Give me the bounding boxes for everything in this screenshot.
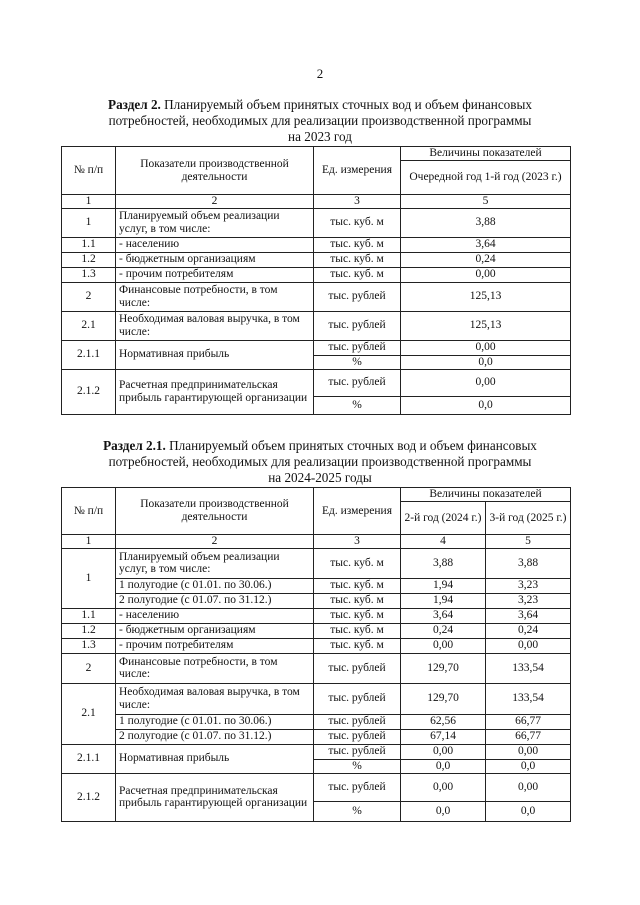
row-name: Расчетная предпринимательская прибыль гарантирующей организации [116, 773, 314, 821]
row-value-2024: 1,94 [401, 593, 486, 608]
row-unit: тыс. рублей [314, 683, 401, 714]
row-value-2024: 3,88 [401, 548, 486, 578]
row-name: 2 полугодие (с 01.07. по 31.12.) [116, 729, 314, 744]
row-unit: тыс. куб. м [314, 548, 401, 578]
row-num: 1.2 [62, 623, 116, 638]
header-unit: Ед. измерения [314, 147, 401, 195]
row-unit: % [314, 801, 401, 821]
row-unit: тыс. рублей [314, 311, 401, 340]
row-value: 125,13 [401, 282, 571, 311]
row-value-2025: 0,00 [486, 744, 571, 759]
section-2-1-heading-line3: на 2024-2025 годы [268, 470, 372, 485]
col-number: 5 [401, 195, 571, 209]
row-num: 2.1.1 [62, 744, 116, 773]
row-unit: тыс. рублей [314, 744, 401, 759]
row-value: 0,00 [401, 369, 571, 396]
col-number: 4 [401, 535, 486, 549]
row-value-2025: 3,23 [486, 578, 571, 593]
row-value-2025: 0,00 [486, 638, 571, 653]
row-value-2024: 67,14 [401, 729, 486, 744]
row-num: 1.1 [62, 237, 116, 252]
header-values: Величины показателей [401, 147, 571, 161]
row-name: - бюджетным организациям [116, 623, 314, 638]
row-value-2024: 62,56 [401, 714, 486, 729]
row-value-2025: 3,23 [486, 593, 571, 608]
row-value-2025: 0,0 [486, 759, 571, 773]
table-row [62, 311, 571, 340]
row-num: 2.1.2 [62, 773, 116, 821]
table-row [62, 683, 571, 714]
row-num: 1.3 [62, 638, 116, 653]
row-name: Необходимая валовая выручка, в том числе: [116, 683, 314, 714]
row-value: 0,24 [401, 252, 571, 267]
col-number: 3 [314, 195, 401, 209]
row-num: 1.2 [62, 252, 116, 267]
row-value-2025: 3,88 [486, 548, 571, 578]
row-num: 1 [62, 548, 116, 608]
row-value-2024: 0,00 [401, 744, 486, 759]
table-row [62, 744, 571, 759]
row-value-2025: 0,24 [486, 623, 571, 638]
row-value: 0,00 [401, 267, 571, 282]
table-row [62, 653, 571, 683]
table-row [62, 638, 571, 653]
section-2-1-heading-bold: Раздел 2.1. [103, 438, 166, 453]
row-value-2024: 129,70 [401, 653, 486, 683]
table-section-2 [61, 146, 571, 415]
table-row [62, 208, 571, 237]
row-num: 2 [62, 282, 116, 311]
row-name: - населению [116, 608, 314, 623]
header-year-2: 2-й год (2024 г.) [401, 502, 486, 535]
row-unit: тыс. рублей [314, 340, 401, 355]
row-unit: тыс. куб. м [314, 252, 401, 267]
table-row [62, 252, 571, 267]
row-name: 2 полугодие (с 01.07. по 31.12.) [116, 593, 314, 608]
row-name: - бюджетным организациям [116, 252, 314, 267]
row-name: Финансовые потребности, в том числе: [116, 653, 314, 683]
header-year-1: Очередной год 1-й год (2023 г.) [401, 161, 571, 195]
header-year-3: 3-й год (2025 г.) [486, 502, 571, 535]
row-value: 3,64 [401, 237, 571, 252]
row-num: 2.1 [62, 683, 116, 744]
table-row [62, 729, 571, 744]
row-value-2025: 133,54 [486, 683, 571, 714]
row-name: - прочим потребителям [116, 638, 314, 653]
row-unit: тыс. куб. м [314, 593, 401, 608]
table-row [62, 369, 571, 396]
table-row [62, 593, 571, 608]
row-unit: тыс. рублей [314, 714, 401, 729]
row-name: - населению [116, 237, 314, 252]
row-unit: тыс. куб. м [314, 208, 401, 237]
header-indicator: Показатели производственной деятельности [116, 488, 314, 535]
col-number: 2 [116, 195, 314, 209]
row-value-2025: 66,77 [486, 714, 571, 729]
col-number: 1 [62, 195, 116, 209]
row-unit: тыс. куб. м [314, 608, 401, 623]
row-name: Финансовые потребности, в том числе: [116, 282, 314, 311]
row-num: 2.1.1 [62, 340, 116, 369]
table-row [62, 773, 571, 801]
row-num: 2 [62, 653, 116, 683]
row-name: 1 полугодие (с 01.01. по 30.06.) [116, 714, 314, 729]
row-unit: тыс. рублей [314, 369, 401, 396]
row-value-2025: 0,0 [486, 801, 571, 821]
row-value-2024: 0,24 [401, 623, 486, 638]
col-number: 3 [314, 535, 401, 549]
row-name: Необходимая валовая выручка, в том числе: [116, 311, 314, 340]
row-value: 0,0 [401, 396, 571, 414]
row-unit: тыс. куб. м [314, 638, 401, 653]
row-value: 3,88 [401, 208, 571, 237]
row-value-2024: 0,0 [401, 801, 486, 821]
row-unit: тыс. куб. м [314, 578, 401, 593]
row-unit: тыс. рублей [314, 653, 401, 683]
table-section-2-1 [61, 487, 571, 822]
row-value-2024: 3,64 [401, 608, 486, 623]
table-row [62, 714, 571, 729]
row-value-2024: 129,70 [401, 683, 486, 714]
col-number: 1 [62, 535, 116, 549]
row-name: Расчетная предпринимательская прибыль гарантирующей организации [116, 369, 314, 414]
row-value-2024: 0,00 [401, 773, 486, 801]
section-2-heading-line2: потребностей, необходимых для реализации производственной программы [108, 113, 532, 128]
section-2-heading [0, 97, 640, 145]
table-row [62, 548, 571, 578]
header-num: № п/п [62, 147, 116, 195]
row-value-2025: 66,77 [486, 729, 571, 744]
row-num: 1 [62, 208, 116, 237]
row-name: Нормативная прибыль [116, 340, 314, 369]
row-value-2025: 0,00 [486, 773, 571, 801]
row-unit: тыс. рублей [314, 773, 401, 801]
section-2-heading-bold: Раздел 2. [108, 97, 161, 112]
table-row [62, 267, 571, 282]
row-value-2024: 0,00 [401, 638, 486, 653]
col-number: 2 [116, 535, 314, 549]
header-values: Величины показателей [401, 488, 571, 502]
section-2-1-heading [0, 438, 640, 486]
table-row [62, 608, 571, 623]
row-name: Планируемый объем реализации услуг, в том числе: [116, 208, 314, 237]
table-row [62, 282, 571, 311]
section-2-heading-line3: на 2023 год [288, 129, 352, 144]
row-unit: % [314, 396, 401, 414]
row-unit: тыс. куб. м [314, 623, 401, 638]
row-unit: тыс. куб. м [314, 267, 401, 282]
row-num: 1.1 [62, 608, 116, 623]
row-num: 2.1 [62, 311, 116, 340]
row-unit: % [314, 759, 401, 773]
row-value-2024: 1,94 [401, 578, 486, 593]
table-row [62, 623, 571, 638]
table-row [62, 237, 571, 252]
row-unit: тыс. куб. м [314, 237, 401, 252]
header-unit: Ед. измерения [314, 488, 401, 535]
row-num: 1.3 [62, 267, 116, 282]
table-row [62, 578, 571, 593]
section-2-1-heading-line2: потребностей, необходимых для реализации производственной программы [108, 454, 532, 469]
row-name: Планируемый объем реализации услуг, в том числе: [116, 548, 314, 578]
section-2-1-heading-line1: Планируемый объем принятых сточных вод и объем финансовых [165, 438, 537, 453]
row-unit: тыс. рублей [314, 282, 401, 311]
table-row [62, 340, 571, 355]
header-num: № п/п [62, 488, 116, 535]
row-name: 1 полугодие (с 01.01. по 30.06.) [116, 578, 314, 593]
row-name: - прочим потребителям [116, 267, 314, 282]
row-value: 0,00 [401, 340, 571, 355]
header-indicator: Показатели производственной деятельности [116, 147, 314, 195]
page-number: 2 [316, 66, 324, 81]
row-unit: тыс. рублей [314, 729, 401, 744]
row-value: 125,13 [401, 311, 571, 340]
row-value: 0,0 [401, 355, 571, 369]
section-2-heading-line1: Планируемый объем принятых сточных вод и объем финансовых [160, 97, 532, 112]
row-num: 2.1.2 [62, 369, 116, 414]
row-name: Нормативная прибыль [116, 744, 314, 773]
row-value-2025: 3,64 [486, 608, 571, 623]
col-number: 5 [486, 535, 571, 549]
row-value-2025: 133,54 [486, 653, 571, 683]
row-value-2024: 0,0 [401, 759, 486, 773]
row-unit: % [314, 355, 401, 369]
